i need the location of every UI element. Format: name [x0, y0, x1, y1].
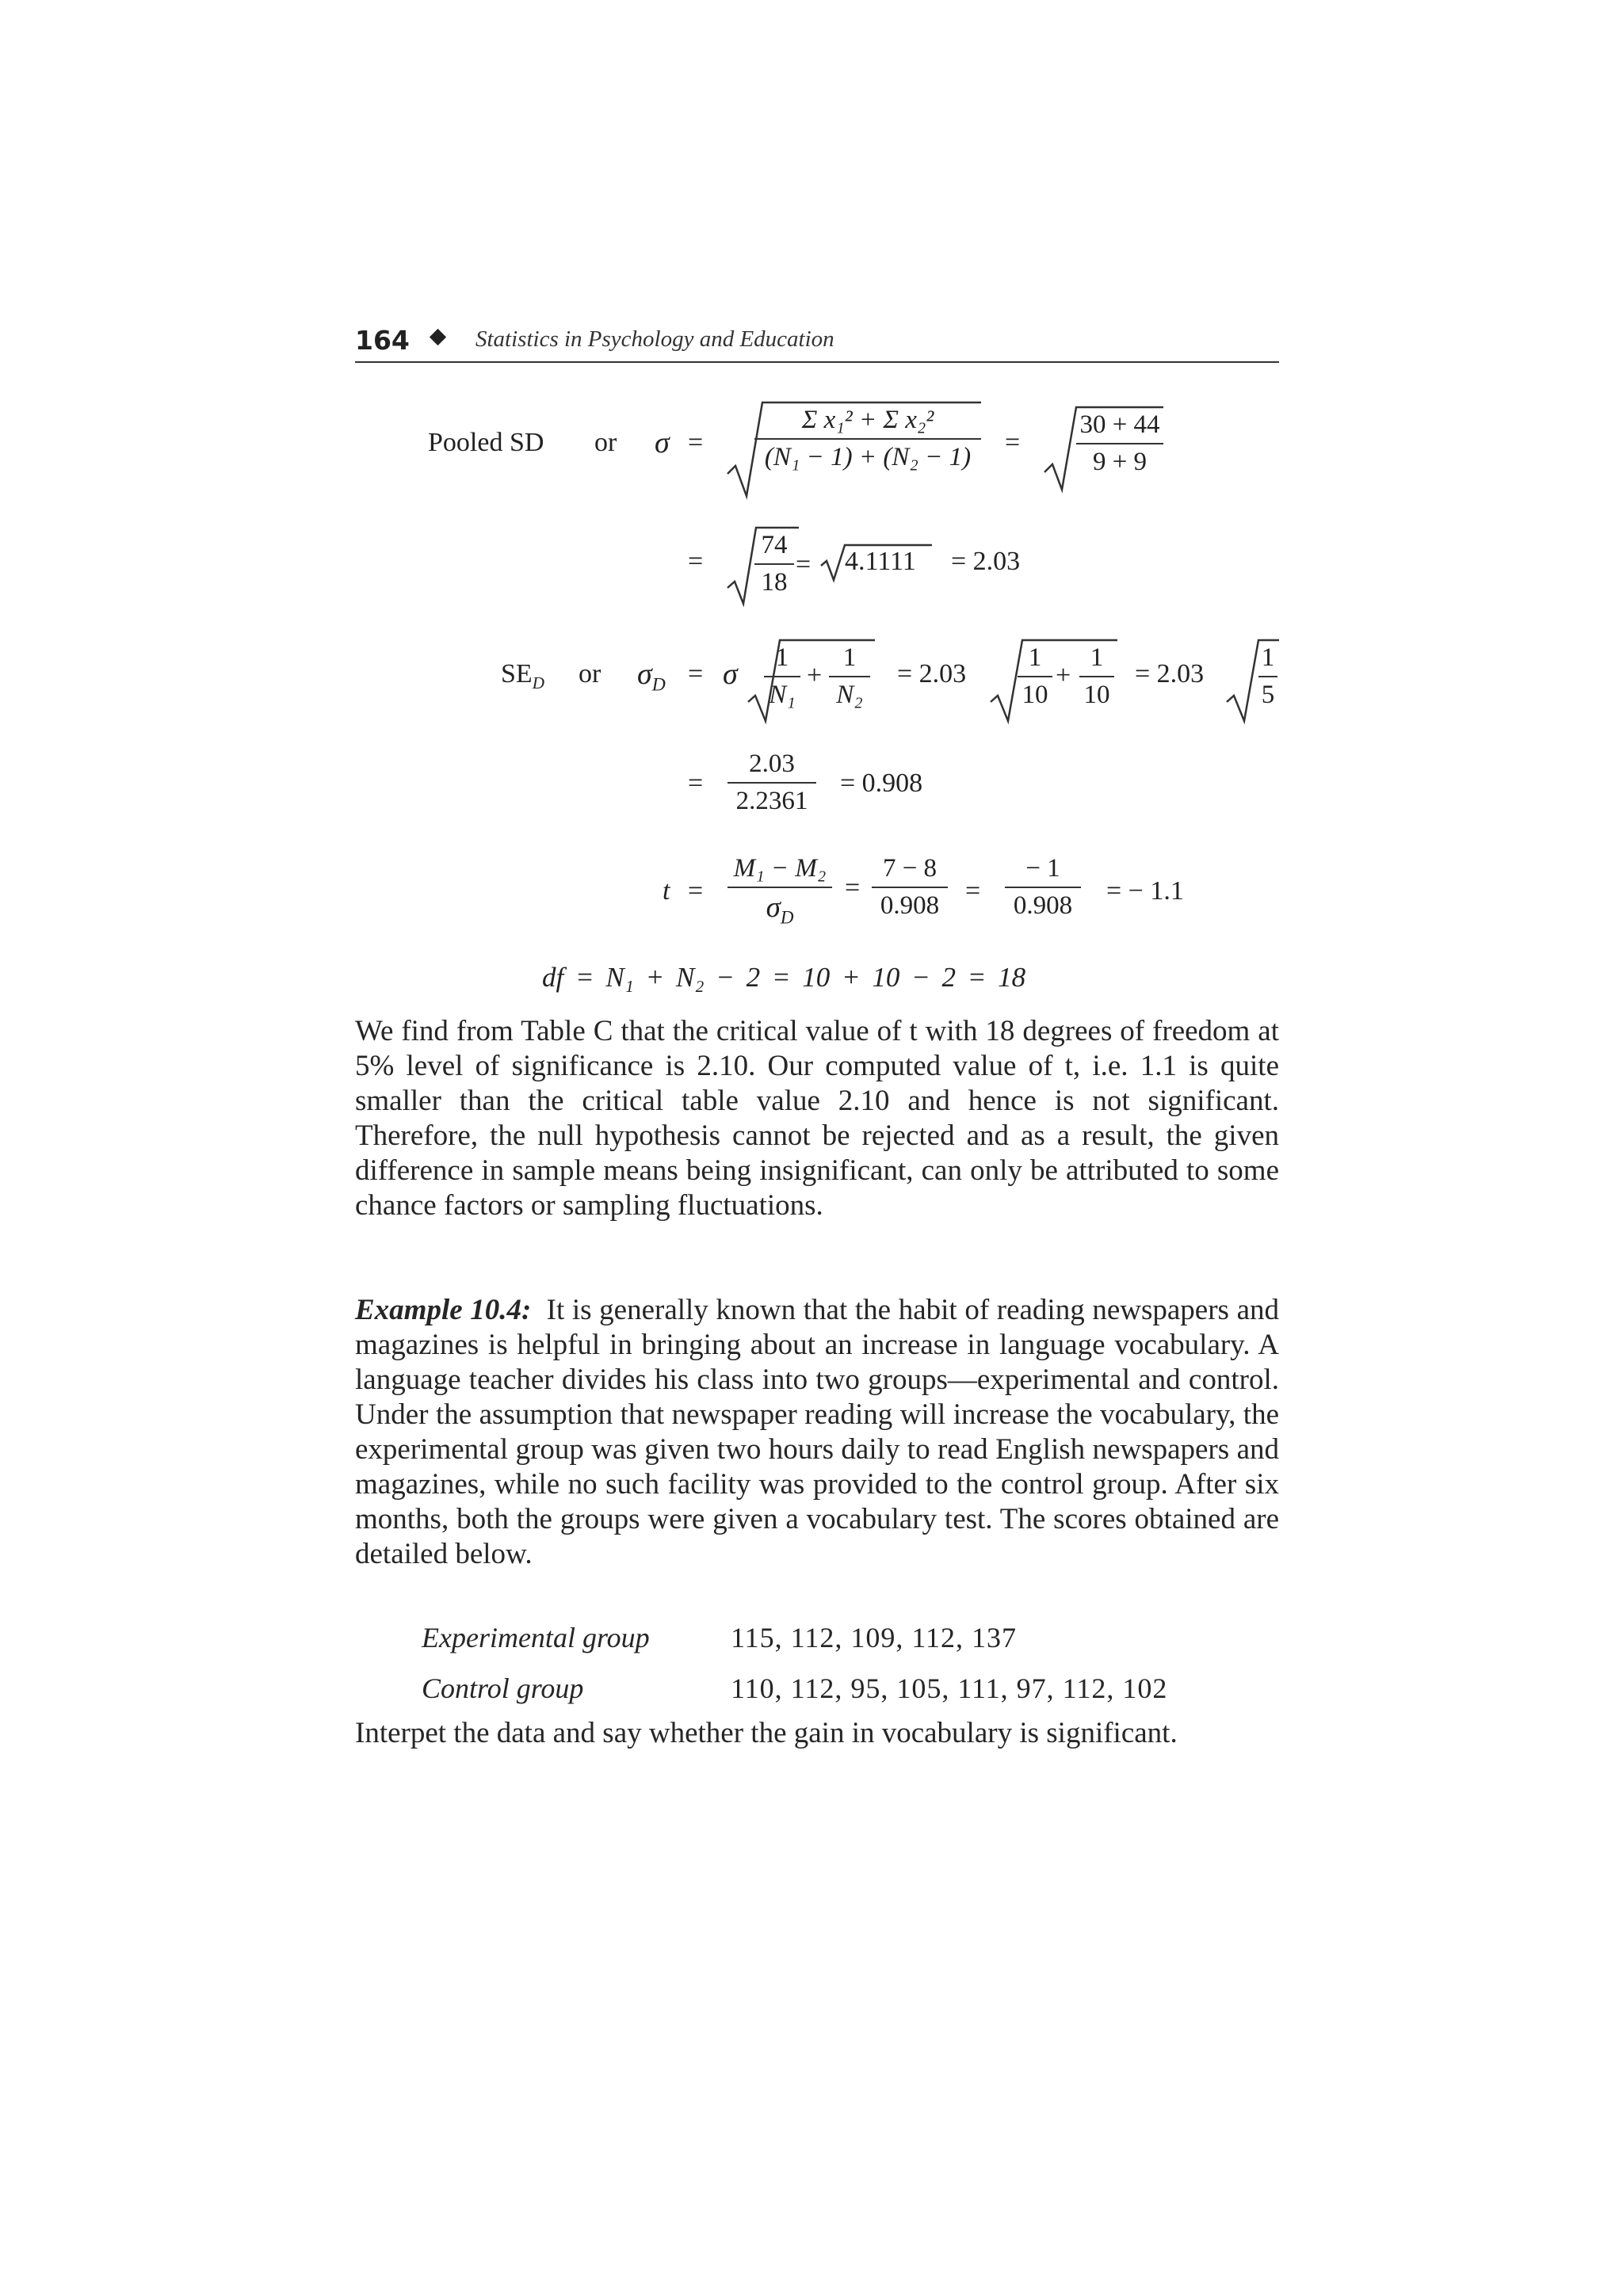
equals-sign: = [688, 547, 704, 576]
pooled-fraction-values [1076, 412, 1163, 475]
coefficient-2-03: = 2.03 [897, 659, 967, 688]
group-name-control: Control group [422, 1672, 584, 1704]
sigma-d-symbol: $\sigma_D$ [637, 658, 666, 696]
group-name-experimental: Experimental group [422, 1622, 650, 1653]
group-scores-experimental: 115, 112, 109, 112, 137 [731, 1622, 1017, 1653]
pooled-denominator: (N₁ − 1) + (N₂ − 1) [764, 443, 972, 471]
running-title: Statistics in Psychology and Education [475, 326, 834, 352]
plus-sign: + [807, 661, 823, 690]
or-word: or [579, 659, 601, 688]
equals-sign: = [688, 659, 704, 688]
denominator-18: 18 [761, 568, 788, 597]
sigma-symbol: σ [655, 426, 670, 460]
t-symbol: t [663, 876, 670, 906]
example-text: It is generally known that the habit of reading newspapers and magazines is helpful in bringing about an increase in language vocabulary. A language teacher divides his class into two groups—experimental and control. Under the assumption that newspaper reading will increase the vocabulary, the experimental group was given two hours daily to read English newspapers and magazines, while no such facility was provided to the control group. After six months, both the groups were given a vocabulary test. The scores obtained are detailed below. [355, 1294, 1279, 1570]
closing-question: Interpet the data and say whether the gain in vocabulary is significant. [355, 1717, 1178, 1749]
equals-sign: = [1005, 428, 1021, 457]
fraction-1-5: 1 5 [1258, 645, 1277, 708]
equals-sign: = [688, 876, 704, 906]
fraction-1-10: 1 10 [1018, 645, 1052, 708]
equals-sign: = [796, 550, 812, 579]
fraction-1-n2: 1 N₂ [829, 645, 870, 708]
pooled-fraction [754, 407, 981, 471]
numerator-74: 74 [761, 531, 788, 559]
df-line: df = N₁ + N₂ − 2 = 10 + 10 − 2 = 18 [542, 962, 1026, 993]
equals-sign: = [688, 769, 704, 798]
result-2-03: = 2.03 [951, 547, 1021, 576]
page-header [355, 322, 1279, 363]
equals-sign: = [845, 873, 861, 902]
fraction-7-8: 7 − 8 0.908 [872, 856, 948, 919]
group-scores-control: 110, 112, 95, 105, 111, 97, 112, 102 [731, 1672, 1168, 1704]
pooled-denominator-values: 9 + 9 [1092, 448, 1148, 476]
se-d-label: $SE_D$ [501, 659, 544, 692]
equals-sign: = [965, 876, 981, 906]
pooled-numerator: Σ x₁² + Σ x₂² [801, 406, 934, 434]
fraction-1-n1: 1 N₁ [764, 645, 800, 708]
plus-sign: + [1056, 661, 1071, 690]
fraction-74-18 [754, 532, 794, 596]
pooled-sd-label: Pooled SD [428, 428, 544, 457]
or-word: or [594, 428, 617, 457]
diamond-icon [430, 329, 446, 345]
result-0-908: = 0.908 [840, 769, 923, 798]
sigma-symbol: σ [723, 658, 738, 691]
example-label: Example 10.4: [355, 1294, 532, 1326]
paragraph-conclusion: We find from Table C that the critical value of t with 18 degrees of freedom at 5% level of significance is 2.10. Our computed value of t, i.e. 1.1 is quite smaller than the critical table value 2.10 and hence is not significant. Therefore, the null hypothesis cannot be rejected and as a result, the given difference in sample means being insignificant, can only be attributed to some chance factors or sampling fluctuations. [355, 1015, 1279, 1222]
fraction-m1-m2-sigma-d: M₁ − M₂ $\sigma_D$ [727, 856, 832, 922]
coefficient-2-03: = 2.03 [1135, 659, 1205, 688]
t-result: = − 1.1 [1106, 876, 1184, 906]
example-paragraph [355, 1293, 1279, 1572]
fraction-1-10: 1 10 [1079, 645, 1114, 708]
value-4-1111: 4.1111 [845, 547, 916, 576]
equals-sign: = [688, 428, 704, 457]
pooled-numerator-values: 30 + 44 [1079, 410, 1160, 439]
fraction-2-03-2-2361: 2.03 2.2361 [727, 751, 816, 814]
fraction-minus1-0-908: − 1 0.908 [1005, 856, 1081, 919]
page-number: 164 [355, 325, 410, 356]
